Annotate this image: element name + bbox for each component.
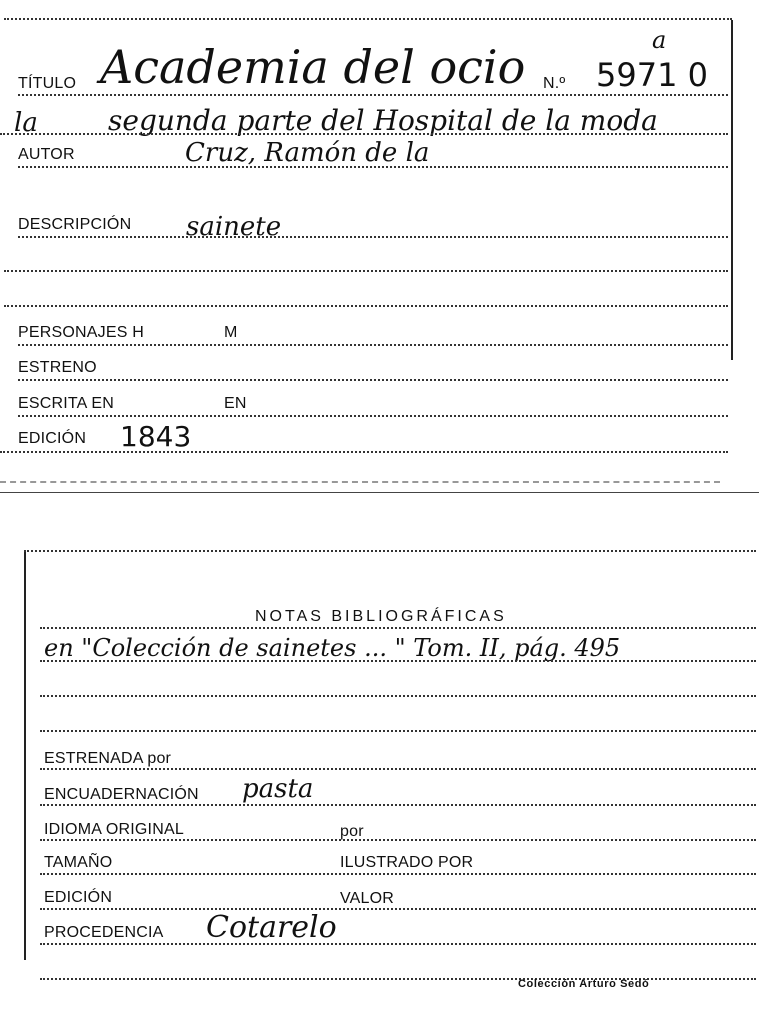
idioma-por-label: por [340, 823, 364, 840]
notas-title-line [40, 627, 756, 629]
descripcion-line-2 [4, 270, 728, 272]
autor-label: AUTOR [18, 146, 75, 163]
escrita-label: ESCRITA EN [18, 395, 114, 412]
numero-label: N.º [543, 75, 566, 92]
estrenada-label: ESTRENADA por [44, 750, 172, 767]
encuadernacion-value: pasta [242, 774, 314, 804]
subtitulo-prefix: la [14, 108, 38, 138]
titulo-label: TÍTULO [18, 75, 77, 92]
notas-line-1 [40, 660, 756, 662]
card-separator [0, 492, 759, 493]
card-bottom-edge [0, 481, 720, 483]
descripcion-line-3 [4, 305, 728, 307]
escrita-en-label: EN [224, 395, 247, 412]
procedencia-label: PROCEDENCIA [44, 924, 164, 941]
titulo-value: Academia del ocio [100, 40, 526, 94]
card-left-border [24, 550, 26, 960]
notas-value: en "Colección de sainetes ... " Tom. II, pág. 495 [44, 634, 621, 662]
descripcion-label: DESCRIPCIÓN [18, 216, 132, 233]
subtitulo-value: segunda parte del Hospital de la moda [108, 104, 658, 137]
titulo-line [18, 94, 728, 96]
notas-title: NOTAS BIBLIOGRÁFICAS [255, 608, 507, 625]
edicion-label-2: EDICIÓN [44, 889, 113, 906]
personajes-m-label: M [224, 324, 238, 341]
subtitulo-line [0, 133, 728, 135]
edicion-value: 1843 [120, 420, 192, 453]
procedencia-value: Cotarelo [206, 910, 337, 945]
estrenada-line [40, 768, 756, 770]
idioma-line [40, 839, 756, 841]
autor-line [18, 166, 728, 168]
valor-label: VALOR [340, 890, 395, 907]
catalog-card-notes [0, 538, 759, 1028]
autor-value: Cruz, Ramón de la [185, 138, 430, 168]
edicion-line [0, 451, 728, 453]
edicion-label: EDICIÓN [18, 430, 87, 447]
notas-line-3 [40, 730, 756, 732]
escrita-line [18, 415, 728, 417]
numero-superscript: a [652, 26, 667, 54]
card-top-border [4, 18, 732, 20]
procedencia-line [40, 943, 756, 945]
estreno-line [18, 379, 728, 381]
descripcion-line-1 [18, 236, 728, 238]
estreno-label: ESTRENO [18, 359, 97, 376]
encuadernacion-line [40, 804, 756, 806]
ilustrado-label: ILUSTRADO POR [340, 854, 474, 871]
tamano-line [40, 873, 756, 875]
card-right-border [731, 20, 733, 360]
encuadernacion-label: ENCUADERNACIÓN [44, 786, 199, 803]
personajes-label: PERSONAJES H [18, 324, 144, 341]
personajes-line [18, 344, 728, 346]
edicion-line-2 [40, 908, 756, 910]
coleccion-label: Colección Arturo Sedó [518, 978, 650, 990]
catalog-card-title [0, 0, 759, 492]
notas-line-2 [40, 695, 756, 697]
idioma-label: IDIOMA ORIGINAL [44, 821, 184, 838]
card-top-border [24, 550, 756, 552]
numero-value: 5971 0 [596, 56, 708, 94]
descripcion-value: sainete [186, 212, 282, 242]
tamano-label: TAMAÑO [44, 854, 113, 871]
